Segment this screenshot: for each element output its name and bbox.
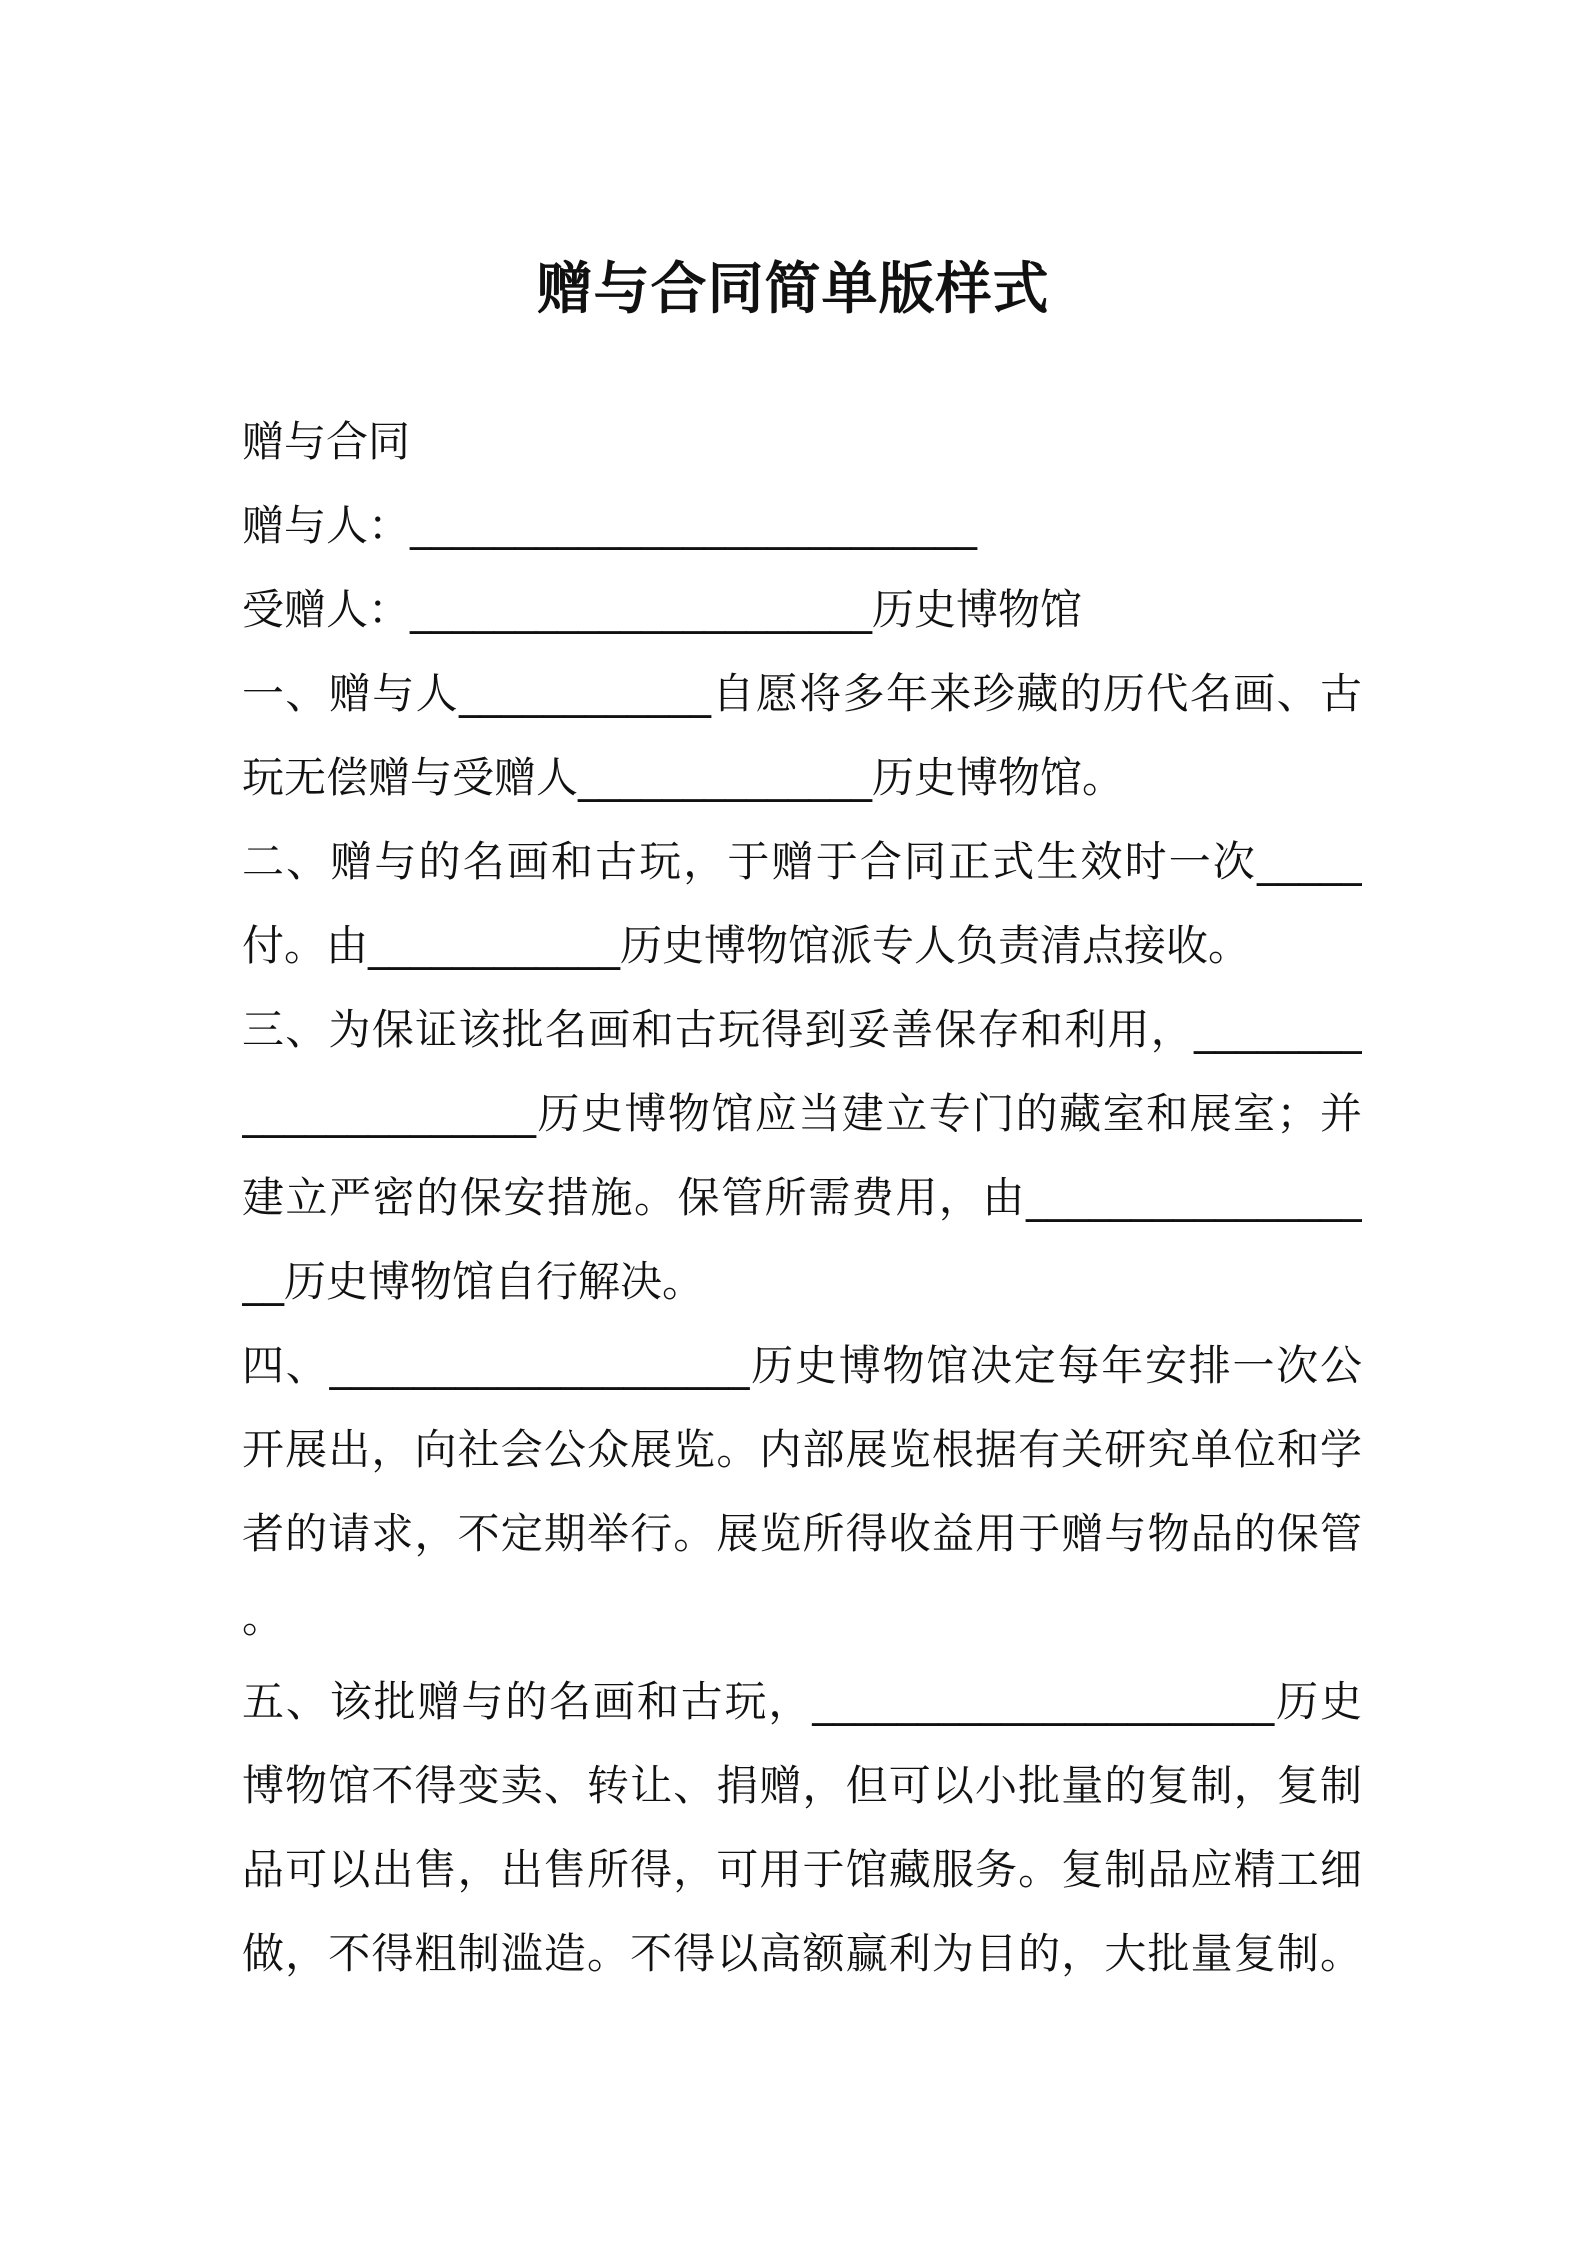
clause-5-line-3: 品可以出售，出售所得，可用于馆藏服务。复制品应精工细	[242, 1845, 1362, 1894]
document-title: 赠与合同简单版样式	[536, 257, 1050, 322]
recipient-line: 受赠人：______________________历史博物馆	[242, 585, 1083, 634]
clause-3-line-3: 建立严密的保安措施。保管所需费用，由________________	[242, 1173, 1362, 1222]
clause-1-line-2: 玩无偿赠与受赠人______________历史博物馆。	[242, 753, 1125, 802]
clause-2-line-1: 二、赠与的名画和古玩，于赠于合同正式生效时一次_____	[242, 837, 1362, 886]
donor-line: 赠与人：___________________________	[242, 501, 978, 550]
clause-5-line-4: 做，不得粗制滥造。不得以高额赢利为目的，大批量复制。	[242, 1929, 1362, 1978]
doc-heading: 赠与合同	[242, 417, 411, 466]
document-body	[242, 400, 1362, 1996]
clause-5-line-1: 五、该批赠与的名画和古玩，______________________历史	[242, 1677, 1362, 1726]
clause-2-line-2: 付。由____________历史博物馆派专人负责清点接收。	[242, 921, 1251, 970]
clause-4-line-3: 者的请求，不定期举行。展览所得收益用于赠与物品的保管	[242, 1509, 1362, 1558]
clause-1-line-1: 一、赠与人____________自愿将多年来珍藏的历代名画、古	[242, 669, 1362, 718]
clause-3-line-4: __历史博物馆自行解决。	[242, 1257, 705, 1306]
clause-4-line-4: 。	[242, 1593, 285, 1642]
clause-3-line-2: ______________历史博物馆应当建立专门的藏室和展室；并	[242, 1089, 1362, 1138]
clause-4-line-1: 四、____________________历史博物馆决定每年安排一次公	[242, 1341, 1362, 1390]
clause-5-line-2: 博物馆不得变卖、转让、捐赠，但可以小批量的复制，复制	[242, 1761, 1362, 1810]
clause-4-line-2: 开展出，向社会公众展览。内部展览根据有关研究单位和学	[242, 1425, 1362, 1474]
clause-3-line-1: 三、为保证该批名画和古玩得到妥善保存和利用，________	[242, 1005, 1362, 1054]
